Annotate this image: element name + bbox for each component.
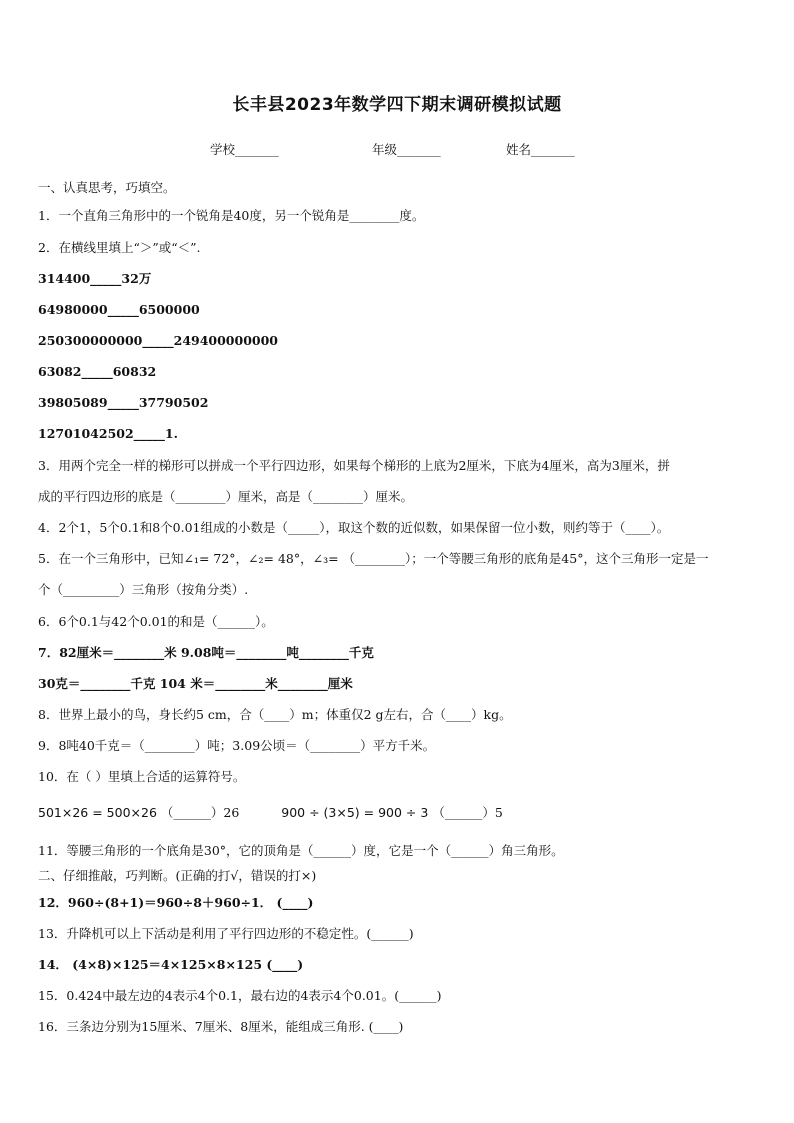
question-1: 1．一个直角三角形中的一个锐角是40度，另一个锐角是________度。 <box>38 208 425 223</box>
school-field: 学校_______ <box>210 142 279 157</box>
question-16: 16．三条边分别为15厘米、7厘米、8厘米，能组成三角形. (____) <box>38 1019 404 1034</box>
question-3-line-1: 3．用两个完全一样的梯形可以拼成一个平行四边形，如果每个梯形的上底为2厘米，下底为4厘米，高为3厘米，拼 <box>38 458 670 473</box>
expression-2: 900 ÷ (3×5) = 900 ÷ 3 <box>281 805 429 820</box>
compare-row: 64980000_____6500000 <box>38 302 200 317</box>
operator-blank-1: （______）26 <box>160 805 240 820</box>
compare-row: 12701042502_____1. <box>38 426 178 441</box>
question-4: 4．2个1，5个0.1和8个0.01组成的小数是（_____），取这个数的近似数，如果保留一位小数，则约等于（____）。 <box>38 520 670 535</box>
question-6: 6．6个0.1与42个0.01的和是（______）。 <box>38 614 274 629</box>
compare-row: 250300000000_____249400000000 <box>38 333 278 348</box>
question-5-line-1: 5．在一个三角形中，已知∠₁= 72°，∠₂= 48°，∠₃= （________）；一个等腰三角形的底角是45°，这个三角形一定是一 <box>38 551 709 566</box>
expression-1: 501×26 = 500×26 <box>38 805 157 820</box>
question-8: 8．世界上最小的鸟，身长约5 cm，合（____）m；体重仅2 g左右，合（____）kg。 <box>38 707 512 722</box>
question-14: 14． (4×8)×125＝4×125×8×125 (____) <box>38 957 304 972</box>
name-field: 姓名_______ <box>506 142 575 157</box>
question-5-line-2: 个（_________）三角形（按角分类）. <box>38 582 249 597</box>
section-1-heading: 一、认真思考，巧填空。 <box>38 180 176 195</box>
question-2: 2．在横线里填上“＞”或“＜”. <box>38 240 201 255</box>
question-13: 13．升降机可以上下活动是利用了平行四边形的不稳定性。(______) <box>38 926 414 941</box>
question-10-expressions <box>38 805 503 821</box>
compare-row: 39805089_____37790502 <box>38 395 209 410</box>
section-2-heading: 二、仔细推敲，巧判断。(正确的打√，错误的打×) <box>38 868 317 883</box>
compare-row: 63082_____60832 <box>38 364 157 379</box>
question-12: 12．960÷(8+1)＝960÷8＋960÷1． (____) <box>38 895 314 910</box>
question-15: 15．0.424中最左边的4表示4个0.1，最右边的4表示4个0.01。(______) <box>38 988 442 1003</box>
page-title: 长丰县2023年数学四下期末调研模拟试题 <box>232 95 562 115</box>
question-7-line-2: 30克＝________千克 104 米＝________米________厘米 <box>38 676 353 691</box>
operator-blank-2: （______）5 <box>432 805 503 820</box>
grade-field: 年级_______ <box>372 142 441 157</box>
question-9: 9．8吨40千克＝（________）吨；3.09公顷＝（________）平方千米。 <box>38 738 436 753</box>
question-11: 11．等腰三角形的一个底角是30°，它的顶角是（______）度，它是一个（______）角三角形。 <box>38 843 564 858</box>
question-7-line-1: 7．82厘米＝________米 9.08吨＝________吨________千克 <box>38 645 374 660</box>
compare-row: 314400_____32万 <box>38 271 152 286</box>
question-3-line-2: 成的平行四边形的底是（________）厘米，高是（________）厘米。 <box>38 489 414 504</box>
question-10: 10．在（ ）里填上合适的运算符号。 <box>38 769 246 784</box>
